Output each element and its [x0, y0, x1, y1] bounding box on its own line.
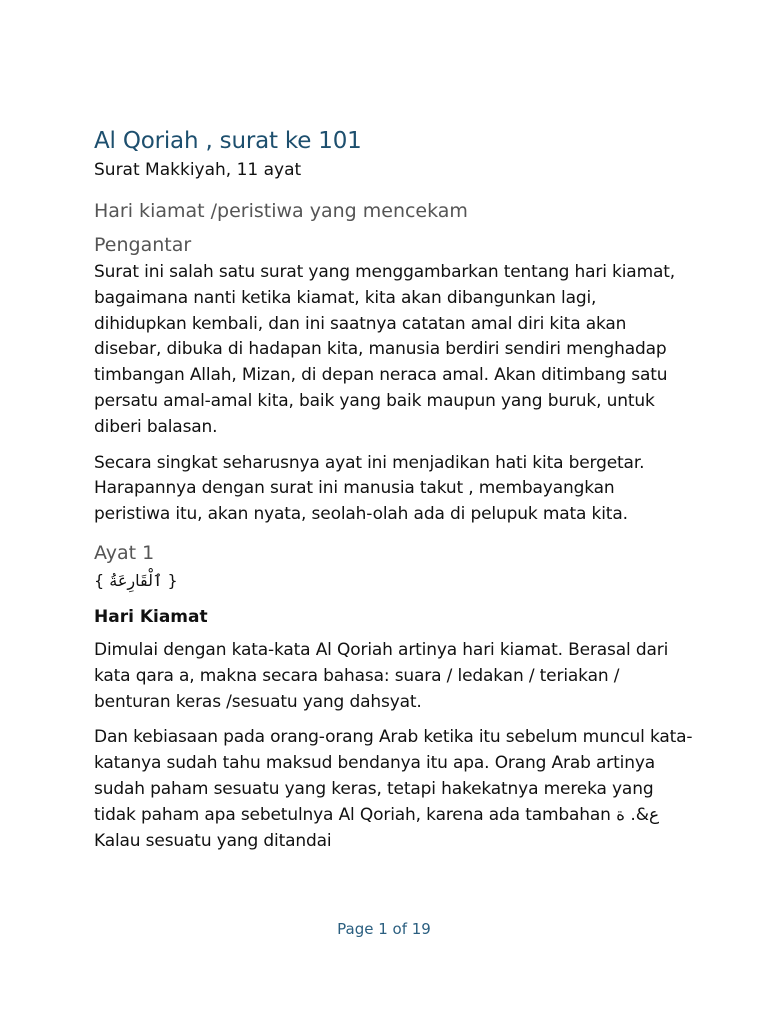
document-title: Al Qoriah , surat ke 101 — [94, 128, 362, 154]
ayat-heading: Ayat 1 — [94, 541, 155, 564]
theme-heading: Hari kiamat /peristiwa yang mencekam — [94, 200, 468, 222]
document-subtitle: Surat Makkiyah, 11 ayat — [94, 160, 302, 180]
body-paragraph-2: Dan kebiasaan pada orang-orang Arab ketika itu sebelum muncul kata-katanya sudah tahu maksud bendanya itu apa. Orang Arab artinya sudah paham sesuatu yang keras, tetapi hakekatnya mereka yang tidak paham apa sebetulnya Al Qoriah, karena ada tambahan ع&. ة Kalau sesuatu yang ditandai — [94, 727, 693, 851]
subheading-hari-kiamat: Hari Kiamat — [94, 606, 208, 627]
ayat-close-brace: } — [167, 570, 178, 590]
intro-paragraph-1: Surat ini salah satu surat yang menggambarkan tentang hari kiamat, bagaimana nanti ketika kiamat, kita akan dibangunkan lagi, dihidupkan kembali, dan ini saatnya catatan amal diri kita akan disebar, dibuka di hadapan kita, manusia berdiri sendiri menghadap timbangan Allah, Mizan, di depan neraca amal. Akan ditimbang satu persatu amal-amal kita, baik yang baik maupun yang buruk, untuk diberi balasan. — [94, 262, 676, 437]
ayat-open-brace: { — [94, 570, 105, 590]
intro-heading: Pengantar — [94, 234, 192, 256]
ayat-arabic-verse — [94, 568, 694, 594]
body-paragraph-1: Dimulai dengan kata-kata Al Qoriah artinya hari kiamat. Berasal dari kata qara a, makna secara bahasa: suara / ledakan / teriakan / benturan keras /sesuatu yang dahsyat. — [94, 639, 669, 712]
page-number: Page 1 of 19 — [337, 920, 431, 938]
ayat-arabic-text: ٱلْقَارِعَةُ — [109, 570, 163, 590]
document-page — [94, 124, 694, 864]
intro-paragraph-2: Secara singkat seharusnya ayat ini menjadikan hati kita bergetar. Harapannya dengan surat ini manusia takut , membayangkan peristiwa itu, akan nyata, seolah-olah ada di pelupuk mata kita. — [94, 452, 645, 525]
